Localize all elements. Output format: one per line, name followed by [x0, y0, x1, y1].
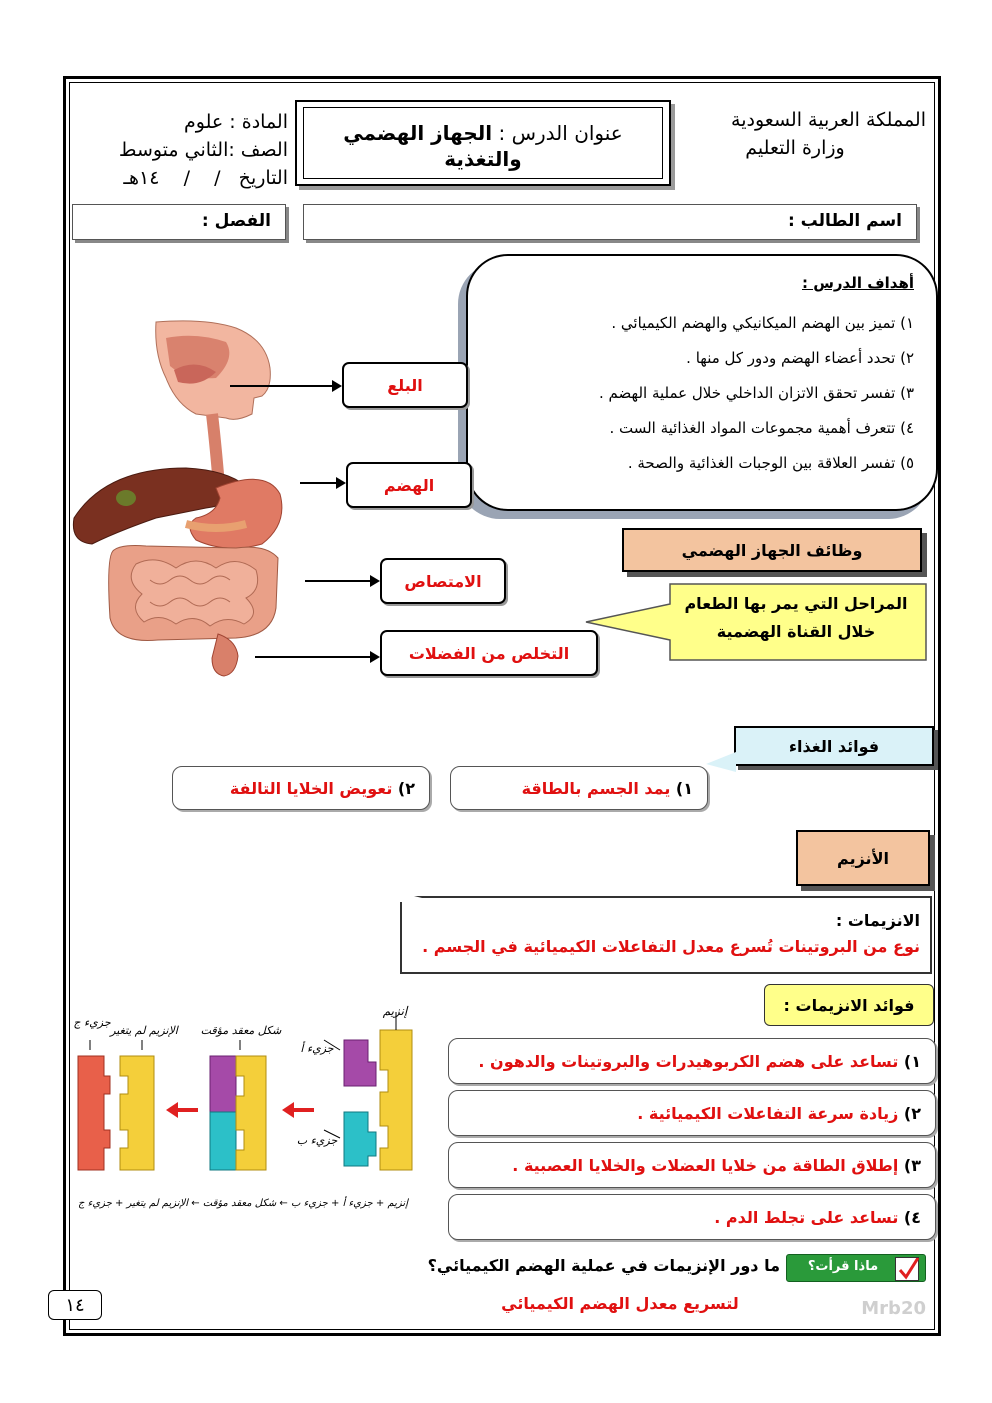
pancreas [186, 524, 246, 528]
callout-pointer [706, 752, 736, 772]
page-number: ١٤ [48, 1290, 102, 1320]
food-benefit-num: ٢) [397, 778, 415, 798]
grade-text: الصف :الثاني متوسط [118, 139, 288, 161]
arrowhead-icon [370, 651, 380, 663]
goal-item: ٥) تفسر العلاقة بين الوجبات الغذائية والصحة . [627, 454, 914, 472]
enzyme-benefit-2 [448, 1090, 936, 1136]
enzyme-definition: نوع من البروتينات تُسرع معدل التفاعلات الكيميائية في الجسم . [422, 937, 920, 956]
diagram-mol-a-label: جزيء أ [300, 1042, 334, 1055]
enzyme-shape [380, 1030, 412, 1170]
label-elimination: التخلص من الفضلات [380, 630, 598, 676]
complex-molecule-b [210, 1112, 236, 1170]
label-swallowing: البلع [342, 362, 468, 408]
arrow-absorb [305, 580, 377, 582]
enzyme-benefit-3 [448, 1142, 936, 1188]
goal-item: ٢) تحدد أعضاء الهضم ودور كل منها . [686, 349, 914, 367]
class-label: الفصل : [201, 211, 271, 231]
food-benefit-text: يمد الجسم بالطاقة [521, 778, 671, 798]
enzyme-benefit-num: ١) [903, 1051, 921, 1071]
arrow-swallow [230, 385, 340, 387]
reaction-arrowhead-icon [166, 1102, 178, 1118]
lesson-title [310, 120, 656, 172]
lesson-title-value: الجهاز الهضمي والتغذية [343, 121, 522, 171]
enzyme-benefits-title: فوائد الانزيمات : [764, 984, 934, 1026]
diagram-mol-c-label: جزيء ج [73, 1016, 111, 1029]
goal-item: ٤) تتعرف أهمية مجموعات المواد الغذائية الست . [609, 419, 914, 437]
arrowhead-icon [336, 477, 346, 489]
class-field[interactable] [72, 204, 286, 240]
enzyme-benefit-4 [448, 1194, 936, 1240]
diagram-unchanged-label: الإنزيم لم يتغير [110, 1024, 178, 1037]
enzyme-benefit-text: تساعد على هضم الكربوهيدرات والبروتينات والدهون . [478, 1051, 899, 1071]
food-benefit-2 [172, 766, 430, 810]
subject-text: المادة : علوم [184, 111, 288, 133]
what-did-you-read-badge [786, 1254, 926, 1282]
arrowhead-icon [332, 380, 342, 392]
note-fold [398, 892, 438, 902]
molecule-b [344, 1112, 376, 1166]
student-name-label: اسم الطالب : [787, 211, 902, 231]
complex-enzyme [236, 1056, 266, 1170]
enzyme-benefit-text: تساعد على تجلط الدم . [714, 1207, 899, 1227]
ministry-text: وزارة التعليم [745, 137, 845, 159]
reaction-arrowhead-icon [282, 1102, 294, 1118]
enzyme-benefit-text: إطلاق الطاقة من خلايا العضلات والخلايا العصبية . [512, 1155, 899, 1175]
small-intestine [131, 560, 257, 626]
diagram-enzyme-label: إنزيم [382, 1004, 408, 1018]
rectum [212, 634, 238, 676]
enzyme-benefit-1 [448, 1038, 936, 1084]
food-benefits-title: فوائد الغذاء [734, 726, 934, 766]
functions-title: وظائف الجهاز الهضمي [622, 528, 922, 572]
diagram-complex-label: شكل معقد مؤقت [200, 1024, 282, 1037]
label-absorption: الامتصاص [380, 558, 506, 604]
lesson-goals-box [466, 254, 938, 511]
enzyme-benefit-text: زيادة سرعة التفاعلات الكيميائية . [637, 1103, 899, 1123]
diagram-equation: إنزيم + جزيء أ + جزيء ب ← شكل معقد مؤقت ← الإنزيم لم يتغير + جزيء ج [78, 1198, 408, 1209]
enzyme-def-label: الانزيمات : [835, 911, 920, 930]
label-digestion: الهضم [346, 462, 472, 508]
student-name-field[interactable] [303, 204, 917, 240]
watermark: Mrb20 [861, 1298, 926, 1319]
lesson-title-prefix: عنوان الدرس : [492, 121, 623, 145]
arrowhead-icon [370, 575, 380, 587]
checkbox-icon [895, 1257, 919, 1281]
food-benefit-1 [450, 766, 708, 810]
question-text: ما دور الإنزيمات في عملية الهضم الكيميائي؟ [427, 1256, 780, 1275]
food-benefit-text: تعويض الخلايا التالفة [229, 778, 393, 798]
date-text: التاريخ / / ١٤هـ [123, 167, 288, 189]
kingdom-text: المملكة العربية السعودية [731, 109, 926, 131]
badge-text: ماذا قرأت؟ [807, 1259, 879, 1274]
food-benefit-num: ١) [675, 778, 693, 798]
molecule-c [78, 1056, 110, 1170]
enzyme-benefit-num: ٤) [903, 1207, 921, 1227]
enzyme-title: الأنزيم [796, 830, 930, 886]
question-answer: لتسريع معدل الهضم الكيميائي [501, 1294, 739, 1313]
enzyme-benefit-num: ٣) [903, 1155, 921, 1175]
enzyme-benefit-num: ٢) [903, 1103, 921, 1123]
diagram-mol-b-label: جزيء ب [296, 1134, 338, 1147]
digestive-system-illustration [66, 318, 306, 678]
checkmark-icon [896, 1258, 920, 1282]
complex-molecule-a [210, 1056, 236, 1112]
molecule-a [344, 1040, 376, 1086]
goal-item: ١) تميز بين الهضم الميكانيكي والهضم الكيميائي . [611, 314, 914, 332]
functions-callout: المراحل التي يمر بها الطعام خلال القناة الهضمية [684, 594, 908, 641]
gallbladder [116, 490, 136, 506]
arrow-eliminate [255, 656, 377, 658]
enzyme-definition-box [400, 896, 932, 974]
goal-item: ٣) تفسر تحقق الاتزان الداخلي خلال عملية الهضم . [599, 384, 914, 402]
enzyme-unchanged [120, 1056, 154, 1170]
goals-title: أهداف الدرس : [802, 274, 914, 292]
